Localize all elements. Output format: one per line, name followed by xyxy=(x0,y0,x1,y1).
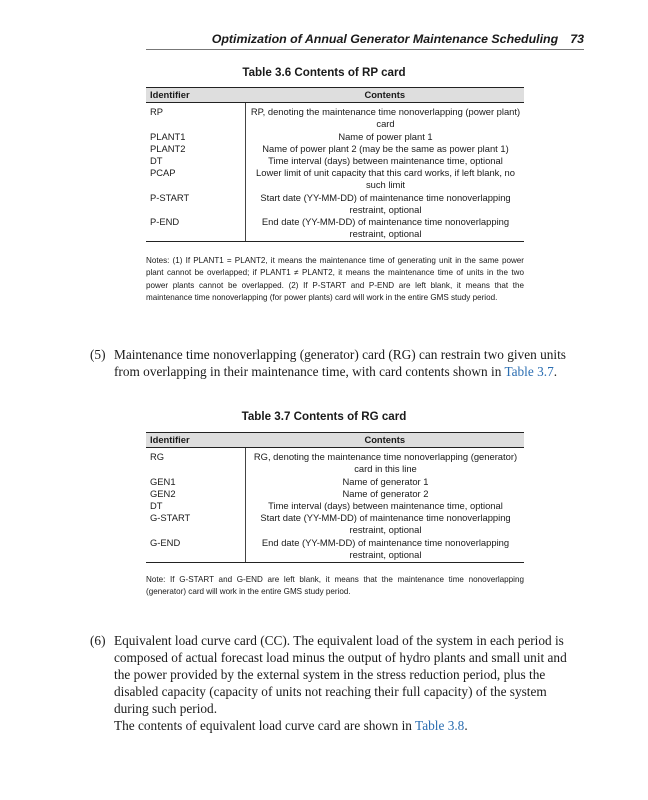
row-contents: Name of power plant 1 xyxy=(246,131,525,143)
table-rp-card xyxy=(146,87,524,242)
table-row xyxy=(146,512,524,536)
row-contents: RG, denoting the maintenance time nonoverlapping (generator) card in this line xyxy=(246,448,525,476)
row-contents: Name of generator 1 xyxy=(246,476,525,488)
row-contents: Start date (YY-MM-DD) of maintenance time nonoverlapping restraint, optional xyxy=(246,192,525,216)
row-identifier: PCAP xyxy=(150,167,176,179)
table-row xyxy=(146,488,524,500)
page-number: 73 xyxy=(570,32,584,46)
column-header-contents: Contents xyxy=(246,88,525,103)
row-contents: Lower limit of unit capacity that this card works, if left blank, no such limit xyxy=(246,167,525,191)
list-label: (6) xyxy=(90,633,106,648)
paragraph-text-2: The contents of equivalent load curve card are shown in xyxy=(114,718,416,733)
table-3-6-caption: Table 3.6 Contents of RP card xyxy=(242,66,406,79)
row-contents: Name of generator 2 xyxy=(246,488,525,500)
row-identifier: PLANT2 xyxy=(150,142,186,154)
paragraph-5 xyxy=(90,346,584,380)
row-identifier: PLANT1 xyxy=(150,130,186,142)
paragraph-6 xyxy=(90,632,584,734)
row-identifier: DT xyxy=(150,500,163,512)
table-3-7-caption: Table 3.7 Contents of RG card xyxy=(241,410,407,423)
column-header-identifier: Identifier xyxy=(146,88,246,103)
table-row xyxy=(146,537,524,563)
list-label: (5) xyxy=(90,347,106,362)
running-title: Optimization of Annual Generator Maintenance Scheduling xyxy=(211,32,559,46)
row-identifier: RG xyxy=(150,451,165,463)
table-row xyxy=(146,143,524,155)
row-identifier: P-END xyxy=(146,216,246,242)
row-contents: Time interval (days) between maintenance time, optional xyxy=(246,500,525,512)
table-row xyxy=(146,476,524,488)
row-contents: Start date (YY-MM-DD) of maintenance time nonoverlapping restraint, optional xyxy=(246,512,525,536)
paragraph-end: . xyxy=(553,364,558,379)
table-row xyxy=(146,216,524,242)
table-3-6-note: Notes: (1) If PLANT1 = PLANT2, it means the maintenance time of generating unit in the same power plant cannot be overlapped; if PLANT1 ≠ PLANT2, it means the maintenance time of units in the two power plants cannot be overlapped. (2) If P-START and P-END are left blank, it means that the maintenance time nonoverlapping (for power plants) card will work in the entire GMS study period. xyxy=(146,256,524,303)
paragraph-text: Equivalent load curve card (CC). The equivalent load of the system in each period is composed of actual forecast load minus the output of hydro plants and small unit and the power provided by the external system in the stress reduction period, plus the disabled capacity (capacity of units not reaching their full capacity) of the system during such period. xyxy=(114,633,567,716)
column-header-contents: Contents xyxy=(246,433,525,448)
table-row xyxy=(146,192,524,216)
row-identifier: P-START xyxy=(150,191,190,203)
column-header-identifier: Identifier xyxy=(146,433,246,448)
row-identifier: GEN1 xyxy=(150,475,176,487)
row-identifier: RP xyxy=(150,106,164,118)
table-3-8-link[interactable]: Table 3.8 xyxy=(415,718,465,733)
row-contents: Time interval (days) between maintenance time, optional xyxy=(246,155,525,167)
row-identifier: G-END xyxy=(146,537,246,563)
row-contents: End date (YY-MM-DD) of maintenance time nonoverlapping restraint, optional xyxy=(246,216,525,242)
paragraph-text: Maintenance time nonoverlapping (generator) card (RG) can restrain two given units from overlapping in their maintenance time, with card contents shown in xyxy=(114,347,566,379)
row-contents: End date (YY-MM-DD) of maintenance time nonoverlapping restraint, optional xyxy=(246,537,525,563)
table-row xyxy=(146,448,524,476)
table-row xyxy=(146,167,524,191)
row-contents: RP, denoting the maintenance time nonoverlapping (power plant) card xyxy=(246,103,525,131)
table-3-7-link[interactable]: Table 3.7 xyxy=(504,364,554,379)
table-row xyxy=(146,131,524,143)
row-identifier: G-START xyxy=(150,512,191,524)
table-row xyxy=(146,500,524,512)
table-row xyxy=(146,103,524,131)
paragraph-end: . xyxy=(464,718,468,733)
running-header xyxy=(146,32,584,50)
row-identifier: DT xyxy=(150,155,163,167)
row-identifier: GEN2 xyxy=(150,487,176,499)
table-row xyxy=(146,155,524,167)
row-contents: Name of power plant 2 (may be the same as power plant 1) xyxy=(246,143,525,155)
table-3-7-note: Note: If G-START and G-END are left blank, it means that the maintenance time nonoverlapping (generator) card will work in the entire GMS study period. xyxy=(146,575,524,597)
table-rg-card xyxy=(146,432,524,563)
